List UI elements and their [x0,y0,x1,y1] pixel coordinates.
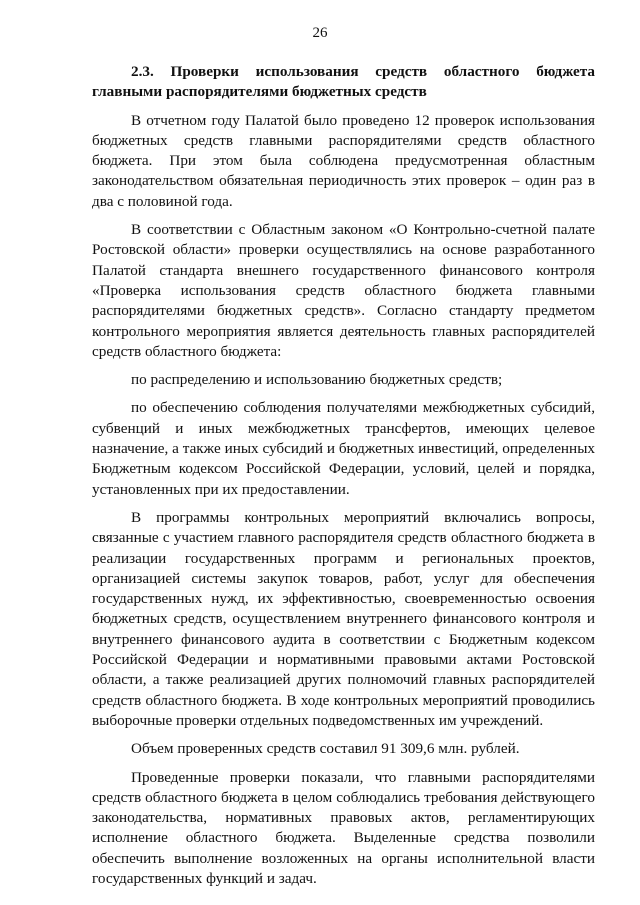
paragraph-funds-volume: Объем проверенных средств составил 91 309,6 млн. рублей. [131,740,520,758]
section-heading: 2.3. Проверки использования средств областного бюджета главными распорядителями бюджетных средств [92,63,595,101]
paragraph-standard: В соответствии с Областным законом «О Контрольно-счетной палате Ростовской области» проверки осуществлялись на основе разработанного Палатой стандарта внешнего государственного финансового контроля «Проверка использования средств областного бюджета главными распорядителями бюджетных средств». Согласно стандарту предметом контрольного мероприятия является деятельность главных распорядителей средств областного бюджета: [92,221,595,360]
paragraph-item-compliance: по обеспечению соблюдения получателями межбюджетных субсидий, субвенций и иных межбюджетных трансфертов, имеющих целевое назначение, а также иных субсидий и бюджетных инвестиций, определенных Бюджетным кодексом Российской Федерации, условий, целей и порядка, установленных при их предоставлении. [92,399,595,498]
document-body [92,62,595,897]
page-number: 26 [312,25,328,41]
paragraph-conclusion: Проведенные проверки показали, что главными распорядителями средств областного бюджета в целом соблюдались требования действующего законодательства, нормативных правовых актов, регламентирующих исполнение областного бюджета. Выделенные средства позволили обеспечить выполнение возложенных на органы исполнительной власти государственных функций и задач. [92,768,595,887]
paragraph-checks-count: В отчетном году Палатой было проведено 12 проверок использования бюджетных средств главными распорядителями средств областного бюджета. При этом была соблюдена предусмотренная областным законодательством обязательная периодичность этих проверок – один раз в два с половиной года. [92,111,595,210]
paragraph-program-questions: В программы контрольных мероприятий включались вопросы, связанные с участием главного распорядителя средств областного бюджета в реализации государственных программ и региональных проектов, организацией системы закупок товаров, работ, услуг для обеспечения государственных нужд, их эффективностью, своевременностью освоения бюджетных средств, осуществлением внутреннего финансового контроля и внутреннего финансового аудита в соответствии с Бюджетным кодексом Российской Федерации и нормативными правовыми актами Ростовской области, а также реализацией других полномочий главных распорядителей средств областного бюджета. В ходе контрольных мероприятий проводились выборочные проверки отдельных подведомственных им учреждений. [92,508,595,729]
paragraph-item-distribution: по распределению и использованию бюджетных средств; [131,371,503,389]
